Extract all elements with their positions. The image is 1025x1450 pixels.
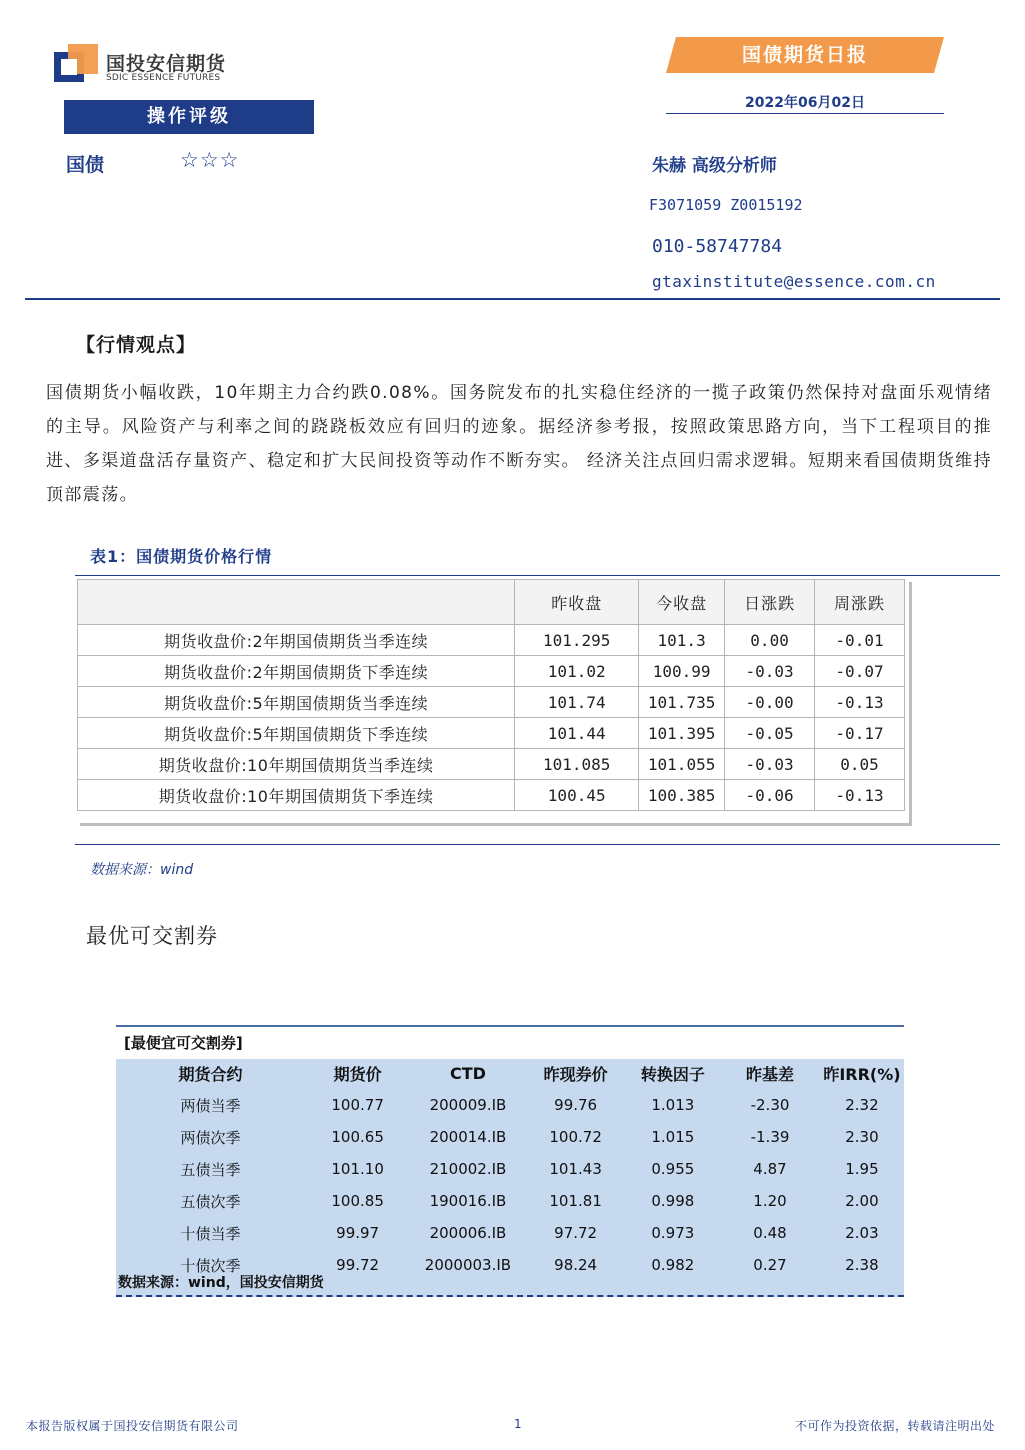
table-cell: -0.01 (815, 625, 905, 656)
ctd-cell: 2.03 (845, 1224, 879, 1242)
ctd-cell: 0.955 (651, 1160, 695, 1178)
table-cell: 100.45 (515, 780, 639, 811)
table-row (78, 687, 905, 718)
table-cell: 期货收盘价:10年期国债期货当季连续 (78, 749, 515, 780)
ctd-cell: 2.38 (845, 1256, 879, 1274)
table-cell: 101.44 (515, 718, 639, 749)
company-logo-icon (54, 44, 98, 84)
table-cell: -0.03 (725, 656, 815, 687)
ctd-cell: 十债当季 (180, 1224, 241, 1243)
ctd-cell: 2.30 (845, 1128, 879, 1146)
table-cell: 101.3 (639, 625, 725, 656)
table-cell: -0.13 (815, 780, 905, 811)
table-cell: 101.395 (639, 718, 725, 749)
rating-category: 国债 (66, 154, 105, 176)
analyst-email[interactable]: gtaxinstitute@essence.com.cn (652, 272, 936, 291)
ctd-cell: 98.24 (554, 1256, 598, 1274)
ctd-cell: 0.982 (651, 1256, 695, 1274)
ctd-cell: 190016.IB (429, 1192, 507, 1210)
ctd-cell: 100.85 (331, 1192, 384, 1210)
table-cell: 101.74 (515, 687, 639, 718)
footer-disclaimer: 不可作为投资依据，转载请注明出处 (794, 1419, 995, 1433)
ctd-cell: 0.27 (753, 1256, 787, 1274)
ctd-dashed-rule (116, 1295, 904, 1297)
ctd-row (116, 1185, 904, 1217)
footer-copyright: 本报告版权属于国投安信期货有限公司 (26, 1419, 239, 1433)
table-cell: 0.00 (725, 625, 815, 656)
company-name-cn: 国投安信期货 (106, 53, 227, 75)
ctd-cell: 0.48 (753, 1224, 787, 1242)
company-name-en: SDIC ESSENCE FUTURES (106, 73, 221, 83)
ctd-panel-title: [最便宜可交割券] (124, 1034, 243, 1052)
ctd-cell: 1.015 (651, 1128, 695, 1146)
price-table-container (77, 579, 909, 823)
table-row (78, 718, 905, 749)
table-cell: 101.02 (515, 656, 639, 687)
ctd-cell: 99.97 (336, 1224, 380, 1242)
ctd-cell: 五债当季 (180, 1160, 241, 1179)
ctd-cell: 0.973 (651, 1224, 695, 1242)
header-divider (25, 298, 1000, 300)
ctd-header-cell: 昨现券价 (543, 1064, 608, 1084)
table-header-cell (78, 580, 515, 625)
ctd-header-cell: CTD (449, 1063, 486, 1083)
table-cell: 100.99 (639, 656, 725, 687)
ctd-cell: 2.00 (845, 1192, 879, 1210)
table-cell: 100.385 (639, 780, 725, 811)
ctd-cell: 200006.IB (429, 1224, 507, 1242)
table1-caption: 表1：国债期货价格行情 (90, 547, 273, 566)
table-cell: -0.07 (815, 656, 905, 687)
ctd-cell: 五债次季 (180, 1192, 241, 1211)
ctd-cell: 2.32 (845, 1096, 879, 1114)
ctd-cell: 100.65 (331, 1128, 384, 1146)
table-cell: -0.03 (725, 749, 815, 780)
table-header-cell: 周涨跌 (815, 580, 905, 625)
table-header-cell: 今收盘 (639, 580, 725, 625)
ctd-cell: 101.81 (549, 1192, 602, 1210)
table-cell: 0.05 (815, 749, 905, 780)
ctd-header-cell: 期货价 (333, 1064, 382, 1084)
ctd-cell: 200014.IB (429, 1128, 507, 1146)
ctd-cell: 4.87 (753, 1160, 787, 1178)
ctd-cell: -2.30 (750, 1096, 790, 1114)
table-row (78, 656, 905, 687)
ctd-cell: 十债次季 (180, 1256, 241, 1275)
price-table (77, 579, 905, 811)
ctd-cell: 97.72 (554, 1224, 598, 1242)
ctd-row (116, 1121, 904, 1153)
ctd-cell: 1.20 (753, 1192, 787, 1210)
ctd-row (116, 1217, 904, 1249)
ctd-cell: 1.95 (845, 1160, 879, 1178)
ctd-row (116, 1089, 904, 1121)
ctd-cell: 1.013 (651, 1096, 695, 1114)
analyst-name: 朱赫 高级分析师 (652, 156, 777, 176)
table-cell: 101.295 (515, 625, 639, 656)
ctd-cell: 两债当季 (180, 1096, 241, 1115)
market-view-title: 【行情观点】 (76, 334, 197, 356)
table-row (78, 749, 905, 780)
date-underline (666, 113, 944, 114)
analyst-license-ids: F3071059 Z0015192 (649, 196, 803, 214)
table-cell: 101.085 (515, 749, 639, 780)
table-cell: 期货收盘价:5年期国债期货下季连续 (78, 718, 515, 749)
rating-title: 操作评级 (64, 100, 314, 134)
table-header-cell: 日涨跌 (725, 580, 815, 625)
table-cell: 101.735 (639, 687, 725, 718)
ctd-cell: 100.77 (331, 1096, 384, 1114)
ctd-cell: 101.43 (549, 1160, 602, 1178)
ctd-header-cell: 期货合约 (178, 1064, 243, 1084)
ctd-table (116, 1057, 904, 1281)
table-cell: -0.05 (725, 718, 815, 749)
ctd-cell: 0.998 (651, 1192, 695, 1210)
ctd-header-row (116, 1057, 904, 1089)
report-date: 2022年06月02日 (745, 95, 865, 111)
ctd-header-cell: 转换因子 (640, 1064, 705, 1084)
table-cell: 期货收盘价:10年期国债期货下季连续 (78, 780, 515, 811)
table-header-row (78, 580, 905, 625)
footer-page-number: 1 (514, 1417, 522, 1431)
analyst-phone: 010-58747784 (652, 236, 783, 257)
table-cell: -0.06 (725, 780, 815, 811)
ctd-source: 数据来源：wind，国投安信期货 (118, 1275, 324, 1291)
ctd-cell: 101.10 (331, 1160, 384, 1178)
ctd-cell: 210002.IB (429, 1160, 507, 1178)
ctd-cell: 99.72 (336, 1256, 380, 1274)
table-cell: -0.17 (815, 718, 905, 749)
ctd-cell: 2000003.IB (424, 1256, 512, 1274)
ctd-section-heading: 最优可交割券 (86, 924, 218, 948)
table-cell: 期货收盘价:5年期国债期货当季连续 (78, 687, 515, 718)
table-cell: 期货收盘价:2年期国债期货当季连续 (78, 625, 515, 656)
table-cell: -0.13 (815, 687, 905, 718)
table1-source: 数据来源：wind (90, 862, 194, 878)
table1-top-rule (75, 575, 1000, 576)
ctd-row (116, 1153, 904, 1185)
ctd-cell: 99.76 (554, 1096, 598, 1114)
table-cell: 期货收盘价:2年期国债期货下季连续 (78, 656, 515, 687)
ctd-cell: 两债次季 (180, 1128, 241, 1147)
ctd-cell: 200009.IB (429, 1096, 507, 1114)
market-view-body: 国债期货小幅收跌，10年期主力合约跌0.08%。国务院发布的扎实稳住经济的一揽子政策仍然保持对盘面乐观情绪的主导。风险资产与利率之间的跷跷板效应有回归的迹象。据经济参考报，按照政策思路方向，当下工程项目的推进、多渠道盘活存量资产、稳定和扩大民间投资等动作不断夯实。 经济关注点回归需求逻辑。短期来看国债期货维持顶部震荡。 (46, 383, 992, 505)
table-cell: 101.055 (639, 749, 725, 780)
report-title: 国债期货日报 (741, 44, 868, 66)
table-row (78, 780, 905, 811)
table1-bottom-rule (75, 844, 1000, 845)
table-cell: -0.00 (725, 687, 815, 718)
ctd-header-cell: 昨IRR(%) (823, 1064, 901, 1084)
table-header-cell: 昨收盘 (515, 580, 639, 625)
ctd-cell: 100.72 (549, 1128, 602, 1146)
rating-stars-icon: ☆☆☆ (180, 148, 240, 172)
table-row (78, 625, 905, 656)
ctd-header-cell: 昨基差 (745, 1064, 794, 1084)
ctd-cell: -1.39 (750, 1128, 790, 1146)
